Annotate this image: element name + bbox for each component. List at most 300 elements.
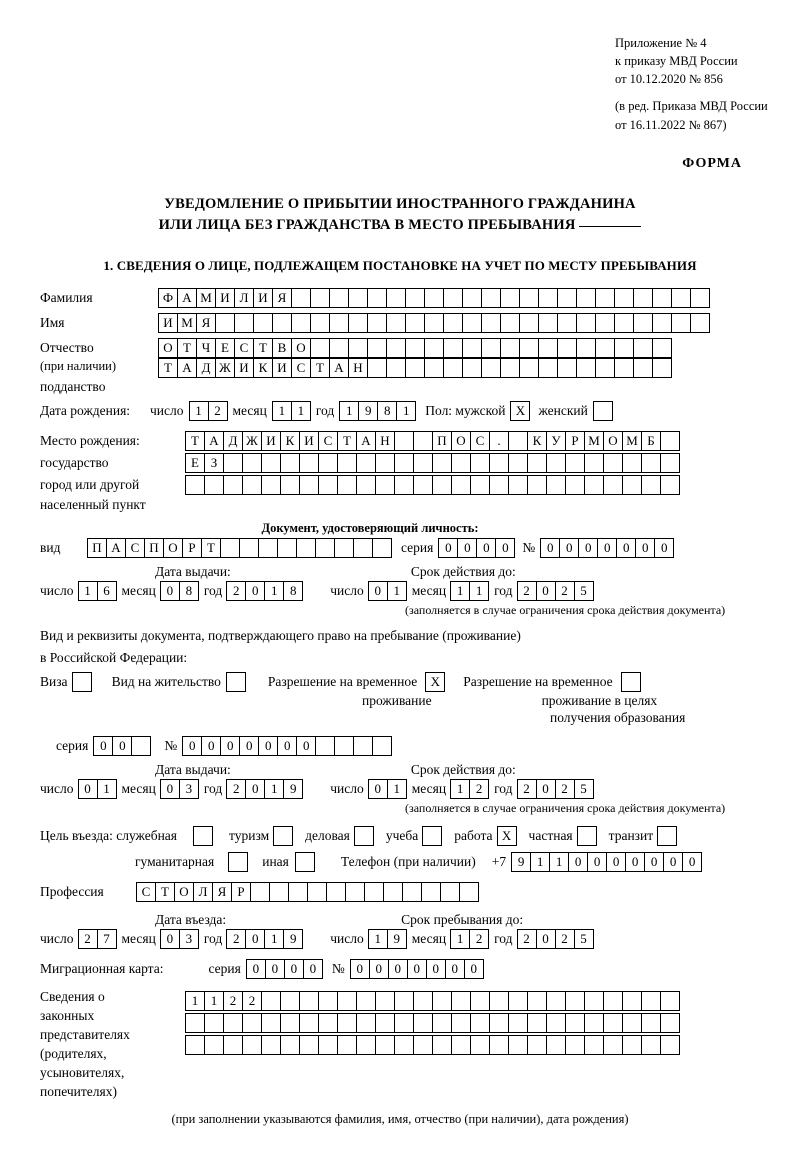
stay-issue-year-input[interactable] xyxy=(226,779,302,799)
form-cell[interactable] xyxy=(242,1035,262,1055)
form-cell[interactable] xyxy=(451,991,471,1011)
form-cell[interactable] xyxy=(557,358,577,378)
form-cell[interactable] xyxy=(356,475,376,495)
form-cell[interactable]: З xyxy=(204,453,224,473)
form-cell[interactable] xyxy=(234,313,254,333)
form-cell[interactable]: 1 xyxy=(450,779,470,799)
form-cell[interactable] xyxy=(318,475,338,495)
form-cell[interactable]: 0 xyxy=(160,581,180,601)
form-cell[interactable] xyxy=(291,288,311,308)
form-cell[interactable]: А xyxy=(356,431,376,451)
form-cell[interactable]: С xyxy=(125,538,145,558)
form-cell[interactable] xyxy=(337,475,357,495)
form-cell[interactable] xyxy=(557,288,577,308)
form-cell[interactable] xyxy=(185,1013,205,1033)
form-cell[interactable]: М xyxy=(622,431,642,451)
form-cell[interactable] xyxy=(223,453,243,473)
form-cell[interactable] xyxy=(432,453,452,473)
purpose-other-checkbox[interactable] xyxy=(295,852,315,872)
form-cell[interactable]: С xyxy=(234,338,254,358)
form-cell[interactable]: 0 xyxy=(220,736,240,756)
form-cell[interactable]: Я xyxy=(272,288,292,308)
form-cell[interactable] xyxy=(353,736,373,756)
form-cell[interactable]: Т xyxy=(177,338,197,358)
form-cell[interactable]: 0 xyxy=(663,852,683,872)
form-cell[interactable] xyxy=(424,288,444,308)
purpose-service-checkbox[interactable] xyxy=(193,826,213,846)
form-cell[interactable] xyxy=(443,288,463,308)
form-cell[interactable]: Н xyxy=(375,431,395,451)
birth-month-input[interactable] xyxy=(272,401,310,421)
form-cell[interactable]: 2 xyxy=(226,929,246,949)
form-cell[interactable] xyxy=(671,288,691,308)
form-cell[interactable] xyxy=(280,991,300,1011)
form-cell[interactable]: Ч xyxy=(196,338,216,358)
sex-male-checkbox[interactable]: X xyxy=(510,401,530,421)
form-cell[interactable] xyxy=(367,313,387,333)
form-cell[interactable] xyxy=(462,288,482,308)
form-cell[interactable] xyxy=(565,1035,585,1055)
stay-issue-day-input[interactable] xyxy=(78,779,116,799)
form-cell[interactable]: В xyxy=(272,338,292,358)
form-cell[interactable] xyxy=(345,882,365,902)
form-cell[interactable]: 9 xyxy=(283,779,303,799)
form-cell[interactable] xyxy=(253,313,273,333)
form-cell[interactable]: 8 xyxy=(377,401,397,421)
form-cell[interactable] xyxy=(329,288,349,308)
form-cell[interactable]: 0 xyxy=(407,959,427,979)
form-cell[interactable]: 1 xyxy=(272,401,292,421)
form-cell[interactable] xyxy=(356,1013,376,1033)
form-cell[interactable]: А xyxy=(329,358,349,378)
form-cell[interactable]: С xyxy=(136,882,156,902)
form-cell[interactable]: 1 xyxy=(264,779,284,799)
form-cell[interactable] xyxy=(299,453,319,473)
doc-series-input[interactable] xyxy=(438,538,514,558)
form-cell[interactable] xyxy=(462,338,482,358)
form-cell[interactable] xyxy=(375,1035,395,1055)
form-cell[interactable] xyxy=(242,1013,262,1033)
purpose-tourism-checkbox[interactable] xyxy=(273,826,293,846)
form-cell[interactable] xyxy=(519,358,539,378)
form-cell[interactable] xyxy=(538,313,558,333)
form-cell[interactable]: 2 xyxy=(226,581,246,601)
form-cell[interactable]: 1 xyxy=(185,991,205,1011)
form-cell[interactable]: 8 xyxy=(179,581,199,601)
stayuntil-day-input[interactable] xyxy=(368,929,406,949)
citizenship-input[interactable] xyxy=(158,358,671,378)
form-cell[interactable]: Б xyxy=(641,431,661,451)
form-cell[interactable]: 0 xyxy=(245,581,265,601)
stayuntil-year-input[interactable] xyxy=(517,929,593,949)
form-cell[interactable] xyxy=(500,358,520,378)
form-cell[interactable]: Т xyxy=(158,358,178,378)
form-cell[interactable] xyxy=(584,1013,604,1033)
form-cell[interactable] xyxy=(489,475,509,495)
form-cell[interactable]: 2 xyxy=(226,779,246,799)
form-cell[interactable]: Ж xyxy=(215,358,235,378)
form-cell[interactable]: С xyxy=(470,431,490,451)
form-cell[interactable] xyxy=(310,313,330,333)
form-cell[interactable]: 1 xyxy=(264,581,284,601)
form-cell[interactable]: 2 xyxy=(517,581,537,601)
form-cell[interactable]: К xyxy=(280,431,300,451)
form-cell[interactable] xyxy=(538,338,558,358)
form-cell[interactable] xyxy=(660,1013,680,1033)
form-cell[interactable] xyxy=(481,288,501,308)
form-cell[interactable] xyxy=(652,358,672,378)
form-cell[interactable] xyxy=(671,313,691,333)
form-cell[interactable]: 6 xyxy=(97,581,117,601)
form-cell[interactable]: П xyxy=(432,431,452,451)
form-cell[interactable]: 2 xyxy=(555,779,575,799)
form-cell[interactable] xyxy=(329,338,349,358)
form-cell[interactable] xyxy=(614,288,634,308)
form-cell[interactable]: 0 xyxy=(654,538,674,558)
form-cell[interactable] xyxy=(443,358,463,378)
doc-kind-input[interactable] xyxy=(87,538,391,558)
form-cell[interactable] xyxy=(383,882,403,902)
form-cell[interactable] xyxy=(508,991,528,1011)
legal-rep-row-3-input[interactable] xyxy=(185,1035,679,1055)
form-cell[interactable]: 0 xyxy=(284,959,304,979)
form-cell[interactable] xyxy=(405,358,425,378)
form-cell[interactable] xyxy=(375,453,395,473)
form-cell[interactable] xyxy=(481,338,501,358)
form-cell[interactable]: А xyxy=(177,358,197,378)
form-cell[interactable]: О xyxy=(163,538,183,558)
form-cell[interactable] xyxy=(402,882,422,902)
form-cell[interactable]: 2 xyxy=(208,401,228,421)
form-cell[interactable] xyxy=(315,538,335,558)
form-cell[interactable]: 9 xyxy=(358,401,378,421)
form-cell[interactable] xyxy=(489,1013,509,1033)
form-cell[interactable] xyxy=(584,475,604,495)
form-cell[interactable] xyxy=(250,882,270,902)
form-cell[interactable]: Р xyxy=(182,538,202,558)
form-cell[interactable] xyxy=(375,1013,395,1033)
form-cell[interactable]: 3 xyxy=(179,779,199,799)
form-cell[interactable] xyxy=(470,453,490,473)
form-cell[interactable] xyxy=(527,453,547,473)
form-cell[interactable]: 0 xyxy=(265,959,285,979)
form-cell[interactable]: М xyxy=(584,431,604,451)
form-cell[interactable] xyxy=(500,313,520,333)
form-cell[interactable]: 1 xyxy=(291,401,311,421)
form-cell[interactable] xyxy=(356,1035,376,1055)
form-cell[interactable] xyxy=(185,475,205,495)
form-cell[interactable] xyxy=(519,338,539,358)
form-cell[interactable] xyxy=(310,288,330,308)
form-cell[interactable] xyxy=(459,882,479,902)
form-cell[interactable] xyxy=(633,313,653,333)
form-cell[interactable] xyxy=(614,338,634,358)
form-cell[interactable] xyxy=(443,338,463,358)
form-cell[interactable] xyxy=(603,1035,623,1055)
stay-valid-month-input[interactable] xyxy=(450,779,488,799)
form-cell[interactable]: Ф xyxy=(158,288,178,308)
form-cell[interactable] xyxy=(421,882,441,902)
form-cell[interactable] xyxy=(443,313,463,333)
form-cell[interactable]: 2 xyxy=(78,929,98,949)
form-cell[interactable] xyxy=(622,991,642,1011)
form-cell[interactable]: О xyxy=(603,431,623,451)
form-cell[interactable] xyxy=(220,538,240,558)
form-cell[interactable]: 0 xyxy=(246,959,266,979)
form-cell[interactable] xyxy=(470,1035,490,1055)
form-cell[interactable] xyxy=(595,338,615,358)
form-cell[interactable]: И xyxy=(215,288,235,308)
form-cell[interactable] xyxy=(519,288,539,308)
form-cell[interactable]: Н xyxy=(348,358,368,378)
form-cell[interactable] xyxy=(413,475,433,495)
doc-issue-year-input[interactable] xyxy=(226,581,302,601)
form-cell[interactable] xyxy=(356,991,376,1011)
form-cell[interactable] xyxy=(500,338,520,358)
doc-issue-day-input[interactable] xyxy=(78,581,116,601)
doc-issue-month-input[interactable] xyxy=(160,581,198,601)
form-cell[interactable] xyxy=(348,288,368,308)
form-cell[interactable]: И xyxy=(253,288,273,308)
form-cell[interactable] xyxy=(470,475,490,495)
form-cell[interactable] xyxy=(576,288,596,308)
form-cell[interactable] xyxy=(641,1035,661,1055)
form-cell[interactable]: 0 xyxy=(597,538,617,558)
form-cell[interactable] xyxy=(622,475,642,495)
form-cell[interactable] xyxy=(595,288,615,308)
form-cell[interactable]: Т xyxy=(337,431,357,451)
form-cell[interactable]: И xyxy=(158,313,178,333)
form-cell[interactable]: 2 xyxy=(517,779,537,799)
form-cell[interactable]: А xyxy=(106,538,126,558)
form-cell[interactable] xyxy=(280,453,300,473)
form-cell[interactable] xyxy=(261,1013,281,1033)
form-cell[interactable]: 0 xyxy=(682,852,702,872)
form-cell[interactable] xyxy=(318,991,338,1011)
form-cell[interactable]: 2 xyxy=(223,991,243,1011)
purpose-private-checkbox[interactable] xyxy=(577,826,597,846)
form-cell[interactable] xyxy=(633,288,653,308)
form-cell[interactable] xyxy=(557,338,577,358)
form-cell[interactable]: 1 xyxy=(396,401,416,421)
form-cell[interactable] xyxy=(299,1035,319,1055)
form-cell[interactable]: О xyxy=(174,882,194,902)
visa-checkbox[interactable] xyxy=(72,672,92,692)
form-cell[interactable]: 0 xyxy=(578,538,598,558)
form-cell[interactable]: 0 xyxy=(635,538,655,558)
form-cell[interactable]: Д xyxy=(223,431,243,451)
form-cell[interactable]: 7 xyxy=(97,929,117,949)
form-cell[interactable]: 1 xyxy=(204,991,224,1011)
birthplace-row-2-input[interactable] xyxy=(185,453,679,473)
form-cell[interactable] xyxy=(565,991,585,1011)
form-cell[interactable] xyxy=(432,1035,452,1055)
form-cell[interactable] xyxy=(451,1035,471,1055)
form-cell[interactable] xyxy=(413,431,433,451)
form-cell[interactable]: 1 xyxy=(549,852,569,872)
form-cell[interactable]: 0 xyxy=(559,538,579,558)
form-cell[interactable]: 2 xyxy=(469,779,489,799)
form-cell[interactable]: 1 xyxy=(368,929,388,949)
form-cell[interactable] xyxy=(557,313,577,333)
form-cell[interactable]: 0 xyxy=(644,852,664,872)
form-cell[interactable] xyxy=(326,882,346,902)
form-cell[interactable] xyxy=(310,338,330,358)
form-cell[interactable]: 2 xyxy=(469,929,489,949)
form-cell[interactable]: . xyxy=(489,431,509,451)
form-cell[interactable] xyxy=(299,1013,319,1033)
form-cell[interactable] xyxy=(204,1035,224,1055)
form-cell[interactable] xyxy=(258,538,278,558)
form-cell[interactable]: У xyxy=(546,431,566,451)
form-cell[interactable] xyxy=(318,1013,338,1033)
form-cell[interactable] xyxy=(413,453,433,473)
form-cell[interactable] xyxy=(288,882,308,902)
migration-series-input[interactable] xyxy=(246,959,322,979)
legal-rep-row-2-input[interactable] xyxy=(185,1013,679,1033)
entry-year-input[interactable] xyxy=(226,929,302,949)
form-cell[interactable] xyxy=(614,313,634,333)
form-cell[interactable] xyxy=(546,453,566,473)
form-cell[interactable] xyxy=(538,288,558,308)
form-cell[interactable] xyxy=(337,1013,357,1033)
form-cell[interactable]: О xyxy=(451,431,471,451)
form-cell[interactable]: Т xyxy=(253,338,273,358)
form-cell[interactable] xyxy=(315,736,335,756)
form-cell[interactable] xyxy=(329,313,349,333)
phone-input[interactable] xyxy=(511,852,701,872)
form-cell[interactable]: 0 xyxy=(160,779,180,799)
form-cell[interactable] xyxy=(489,1035,509,1055)
form-cell[interactable] xyxy=(489,453,509,473)
form-cell[interactable]: 0 xyxy=(464,959,484,979)
form-cell[interactable] xyxy=(334,736,354,756)
form-cell[interactable] xyxy=(299,475,319,495)
form-cell[interactable] xyxy=(641,1013,661,1033)
form-cell[interactable]: Е xyxy=(215,338,235,358)
form-cell[interactable] xyxy=(470,991,490,1011)
form-cell[interactable]: 0 xyxy=(536,581,556,601)
form-cell[interactable] xyxy=(424,313,444,333)
birth-day-input[interactable] xyxy=(189,401,227,421)
form-cell[interactable]: Д xyxy=(196,358,216,378)
form-cell[interactable] xyxy=(261,1035,281,1055)
doc-number-input[interactable] xyxy=(540,538,673,558)
stay-valid-year-input[interactable] xyxy=(517,779,593,799)
form-cell[interactable]: К xyxy=(253,358,273,378)
form-cell[interactable] xyxy=(413,1035,433,1055)
form-cell[interactable] xyxy=(223,1013,243,1033)
form-cell[interactable] xyxy=(413,1013,433,1033)
patronymic-input[interactable] xyxy=(158,338,671,358)
form-cell[interactable]: 0 xyxy=(245,929,265,949)
form-cell[interactable]: М xyxy=(177,313,197,333)
form-cell[interactable] xyxy=(277,538,297,558)
doc-valid-year-input[interactable] xyxy=(517,581,593,601)
purpose-study-checkbox[interactable] xyxy=(422,826,442,846)
form-cell[interactable] xyxy=(318,453,338,473)
form-cell[interactable] xyxy=(660,453,680,473)
purpose-transit-checkbox[interactable] xyxy=(657,826,677,846)
form-cell[interactable]: 1 xyxy=(189,401,209,421)
form-cell[interactable] xyxy=(481,313,501,333)
form-cell[interactable] xyxy=(185,1035,205,1055)
form-cell[interactable] xyxy=(367,338,387,358)
form-cell[interactable] xyxy=(622,1013,642,1033)
form-cell[interactable]: Р xyxy=(231,882,251,902)
form-cell[interactable] xyxy=(337,1035,357,1055)
form-cell[interactable] xyxy=(348,338,368,358)
form-cell[interactable]: П xyxy=(87,538,107,558)
form-cell[interactable]: 0 xyxy=(587,852,607,872)
form-cell[interactable] xyxy=(565,1013,585,1033)
form-cell[interactable] xyxy=(519,313,539,333)
purpose-humanitarian-checkbox[interactable] xyxy=(228,852,248,872)
form-cell[interactable]: С xyxy=(318,431,338,451)
form-cell[interactable]: 0 xyxy=(495,538,515,558)
form-cell[interactable]: Т xyxy=(201,538,221,558)
form-cell[interactable] xyxy=(394,431,414,451)
form-cell[interactable]: 2 xyxy=(555,581,575,601)
form-cell[interactable]: 1 xyxy=(387,779,407,799)
form-cell[interactable] xyxy=(527,1035,547,1055)
form-cell[interactable]: 0 xyxy=(438,538,458,558)
form-cell[interactable]: 1 xyxy=(387,581,407,601)
form-cell[interactable] xyxy=(584,1035,604,1055)
form-cell[interactable]: 9 xyxy=(511,852,531,872)
form-cell[interactable] xyxy=(242,453,262,473)
form-cell[interactable] xyxy=(690,313,710,333)
form-cell[interactable]: Т xyxy=(155,882,175,902)
form-cell[interactable] xyxy=(451,1013,471,1033)
form-cell[interactable] xyxy=(508,1013,528,1033)
form-cell[interactable] xyxy=(405,288,425,308)
form-cell[interactable]: 1 xyxy=(450,581,470,601)
form-cell[interactable] xyxy=(386,288,406,308)
form-cell[interactable] xyxy=(424,358,444,378)
form-cell[interactable]: И xyxy=(261,431,281,451)
form-cell[interactable] xyxy=(481,358,501,378)
form-cell[interactable] xyxy=(576,338,596,358)
form-cell[interactable] xyxy=(296,538,316,558)
form-cell[interactable] xyxy=(386,338,406,358)
form-cell[interactable] xyxy=(462,358,482,378)
form-cell[interactable] xyxy=(375,475,395,495)
form-cell[interactable] xyxy=(367,288,387,308)
form-cell[interactable] xyxy=(432,991,452,1011)
birthplace-row-3-input[interactable] xyxy=(185,475,679,495)
stay-number-input[interactable] xyxy=(182,736,391,756)
form-cell[interactable] xyxy=(280,475,300,495)
doc-valid-day-input[interactable] xyxy=(368,581,406,601)
doc-valid-month-input[interactable] xyxy=(450,581,488,601)
form-cell[interactable]: 0 xyxy=(93,736,113,756)
form-cell[interactable] xyxy=(652,288,672,308)
form-cell[interactable]: 0 xyxy=(368,779,388,799)
form-cell[interactable] xyxy=(508,475,528,495)
form-cell[interactable] xyxy=(307,882,327,902)
form-cell[interactable] xyxy=(565,453,585,473)
form-cell[interactable] xyxy=(603,475,623,495)
entry-day-input[interactable] xyxy=(78,929,116,949)
form-cell[interactable]: 5 xyxy=(574,581,594,601)
form-cell[interactable]: 0 xyxy=(350,959,370,979)
form-cell[interactable]: 0 xyxy=(78,779,98,799)
form-cell[interactable] xyxy=(595,358,615,378)
stayuntil-month-input[interactable] xyxy=(450,929,488,949)
form-cell[interactable]: 0 xyxy=(536,929,556,949)
form-cell[interactable] xyxy=(261,475,281,495)
